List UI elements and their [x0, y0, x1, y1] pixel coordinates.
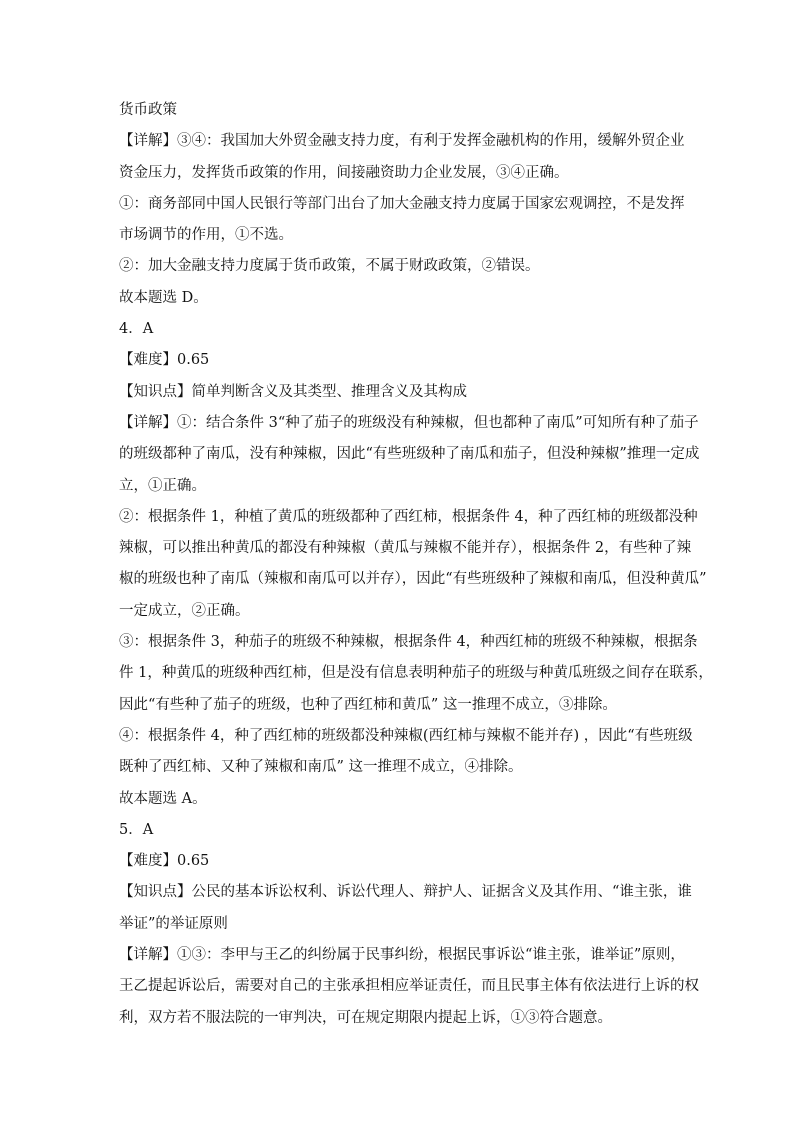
knowledge-point-line: 【知识点】公民的基本诉讼权利、诉讼代理人、辩护人、证据含义及其作用、“谁主张，谁 — [119, 884, 692, 901]
text-line: ④：根据条件 4，种了西红柿的班级都没种辣椒(西红柿与辣椒不能并存) ，因此“有些班级 — [119, 727, 693, 744]
text-line: ①：商务部同中国人民银行等部门出台了加大金融支持力度属于国家宏观调控，不是发挥 — [119, 195, 685, 212]
text-line: 资金压力，发挥货币政策的作用，间接融资助力企业发展，③④正确。 — [119, 164, 569, 181]
text-line: 一定成立，②正确。 — [119, 602, 250, 619]
text-line: 利，双方若不服法院的一审判决，可在规定期限内提起上诉，①③符合题意。 — [119, 1009, 612, 1026]
text-line: ③：根据条件 3，种茄子的班级不种辣椒，根据条件 4，种西红柿的班级不种辣椒，根据条 — [119, 634, 698, 651]
text-line: 【详解】③④：我国加大外贸金融支持力度，有利于发挥金融机构的作用，缓解外贸企业 — [119, 133, 685, 150]
text-line: 既种了西红柿、又种了辣椒和南瓜” 这一推理不成立，④排除。 — [119, 759, 523, 776]
text-line: ②：加大金融支持力度属于货币政策，不属于财政政策，②错误。 — [119, 258, 540, 275]
document-body — [119, 98, 713, 1037]
text-line: 【详解】①③：李甲与王乙的纠纷属于民事纠纷，根据民事诉讼“谁主张，谁举证”原则， — [119, 947, 685, 964]
question-number: 4．A — [119, 321, 154, 338]
text-line: 因此“有些种了茄子的班级，也种了西红柿和黄瓜” 这一推理不成立，③排除。 — [119, 696, 617, 713]
difficulty-line: 【难度】0.65 — [119, 352, 210, 369]
knowledge-point-line: 【知识点】简单判断含义及其类型、推理含义及其构成 — [119, 383, 467, 400]
text-line: 市场调节的作用，①不选。 — [119, 227, 293, 244]
difficulty-line: 【难度】0.65 — [119, 853, 210, 870]
text-line: 立，①正确。 — [119, 477, 206, 494]
text-line: 的班级都种了南瓜，没有种辣椒，因此“有些班级种了南瓜和茄子，但没种辣椒”推理一定成 — [119, 446, 700, 463]
text-line: 椒的班级也种了南瓜（辣椒和南瓜可以并存），因此“有些班级种了辣椒和南瓜，但没种黄瓜” — [119, 571, 707, 588]
text-line: 王乙提起诉讼后，需要对自己的主张承担相应举证责任，而且民事主体有依法进行上诉的权 — [119, 978, 699, 995]
text-line: 故本题选 A。 — [119, 790, 207, 807]
text-line: 【详解】①：结合条件 3“种了茄子的班级没有种辣椒，但也都种了南瓜”可知所有种了茄子 — [119, 414, 699, 431]
text-line: 货币政策 — [119, 102, 177, 118]
text-line: 件 1，种黄瓜的班级种西红柿，但是没有信息表明种茄子的班级与种黄瓜班级之间存在联系， — [119, 665, 713, 682]
text-line: 故本题选 D。 — [119, 289, 208, 306]
text-line: ②：根据条件 1，种植了黄瓜的班级都种了西红柿，根据条件 4，种了西红柿的班级都没种 — [119, 508, 698, 525]
text-line: 举证”的举证原则 — [119, 915, 228, 932]
question-number: 5．A — [119, 821, 154, 838]
text-line: 辣椒，可以推出种黄瓜的都没有种辣椒（黄瓜与辣椒不能并存），根据条件 2，有些种了辣 — [119, 540, 692, 557]
